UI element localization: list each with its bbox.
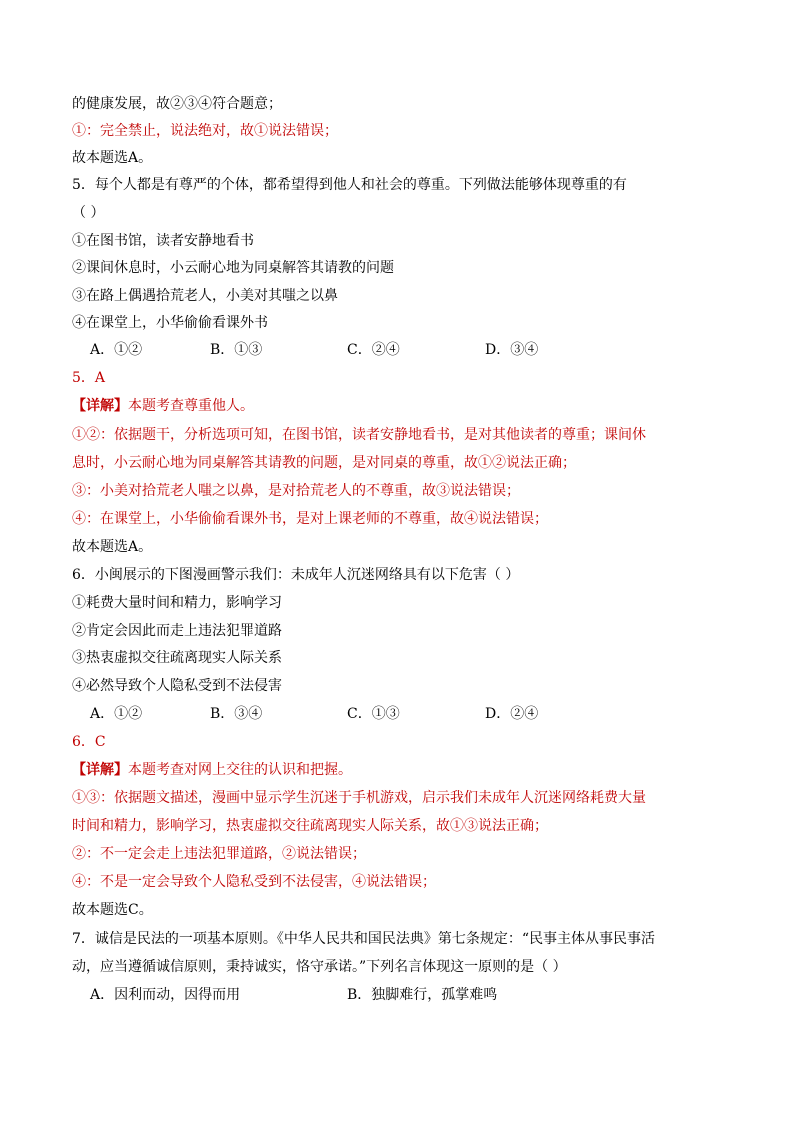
q6-item-4: ④必然导致个人隐私受到不法侵害 bbox=[72, 678, 282, 694]
q6-detail-tag: 【详解】 bbox=[72, 762, 128, 778]
q6-explain-line-3: ②：不一定会走上违法犯罪道路，②说法错误； bbox=[72, 846, 366, 862]
q6-option-d: D．②④ bbox=[485, 706, 539, 722]
q5-stem: 5．每个人都是有尊严的个体，都希望得到他人和社会的尊重。下列做法能够体现尊重的有 bbox=[72, 177, 627, 193]
q5-stem-bracket: （ ） bbox=[72, 205, 105, 221]
q5-item-3: ③在路上偶遇拾荒老人，小美对其嗤之以鼻 bbox=[72, 288, 338, 304]
q4-conclusion: 故本题选A。 bbox=[72, 150, 153, 166]
q7-stem: 7．诚信是民法的一项基本原则。《中华人民共和国民法典》第七条规定：“民事主体从事民事活 bbox=[72, 931, 656, 947]
q5-detail-text: 本题考查尊重他人。 bbox=[128, 398, 254, 414]
q4-explain-continuation: 的健康发展，故②③④符合题意； bbox=[72, 96, 282, 112]
q6-answer: 6．C bbox=[72, 734, 106, 750]
q6-item-3: ③热衷虚拟交往疏离现实人际关系 bbox=[72, 650, 282, 666]
q5-item-4: ④在课堂上，小华偷偷看课外书 bbox=[72, 315, 268, 331]
q6-item-2: ②肯定会因此而走上违法犯罪道路 bbox=[72, 623, 282, 639]
q4-explain-option1: ①：完全禁止，说法绝对，故①说法错误； bbox=[72, 123, 338, 139]
q5-explain-line-1: ①②：依据题干，分析选项可知，在图书馆，读者安静地看书，是对其他读者的尊重；课间休 bbox=[72, 427, 646, 443]
q5-item-1: ①在图书馆，读者安静地看书 bbox=[72, 233, 254, 249]
q6-explain-line-4: ④：不是一定会导致个人隐私受到不法侵害，④说法错误； bbox=[72, 874, 436, 890]
q5-option-d: D．③④ bbox=[485, 342, 539, 358]
q5-option-b: B．①③ bbox=[210, 342, 263, 358]
q6-explain-line-2: 时间和精力，影响学习，热衷虚拟交往疏离现实人际关系，故①③说法正确； bbox=[72, 818, 548, 834]
q6-option-a: A．①② bbox=[90, 706, 143, 722]
q7-stem-cont: 动，应当遵循诚信原则，秉持诚实，恪守承诺。”下列名言体现这一原则的是（ ） bbox=[72, 959, 567, 975]
q5-conclusion: 故本题选A。 bbox=[72, 539, 153, 555]
q6-option-c: C．①③ bbox=[347, 706, 400, 722]
q6-detail-text: 本题考查对网上交往的认识和把握。 bbox=[128, 762, 352, 778]
q6-explain-line-1: ①③：依据题文描述，漫画中显示学生沉迷于手机游戏，启示我们未成年人沉迷网络耗费大量 bbox=[72, 790, 646, 806]
q7-option-b: B．独脚难行，孤掌难鸣 bbox=[347, 987, 498, 1003]
q5-option-a: A．①② bbox=[90, 342, 143, 358]
q5-explain-line-4: ④：在课堂上，小华偷偷看课外书，是对上课老师的不尊重，故④说法错误； bbox=[72, 511, 548, 527]
q5-item-2: ②课间休息时，小云耐心地为同桌解答其请教的问题 bbox=[72, 260, 394, 276]
q6-stem: 6．小闽展示的下图漫画警示我们：未成年人沉迷网络具有以下危害（ ） bbox=[72, 567, 520, 583]
q6-conclusion: 故本题选C。 bbox=[72, 902, 153, 918]
q5-explain-line-2: 息时，小云耐心地为同桌解答其请教的问题，是对同桌的尊重，故①②说法正确； bbox=[72, 455, 576, 471]
q5-detail-tag: 【详解】 bbox=[72, 398, 128, 414]
q6-option-b: B．③④ bbox=[210, 706, 263, 722]
q5-answer: 5．A bbox=[72, 370, 106, 386]
q5-detail bbox=[72, 396, 254, 416]
q6-detail bbox=[72, 760, 352, 780]
q5-explain-line-3: ③：小美对拾荒老人嗤之以鼻，是对拾荒老人的不尊重，故③说法错误； bbox=[72, 483, 520, 499]
q6-item-1: ①耗费大量时间和精力，影响学习 bbox=[72, 595, 282, 611]
q7-option-a: A．因利而动，因得而用 bbox=[90, 987, 241, 1003]
q5-option-c: C．②④ bbox=[347, 342, 400, 358]
